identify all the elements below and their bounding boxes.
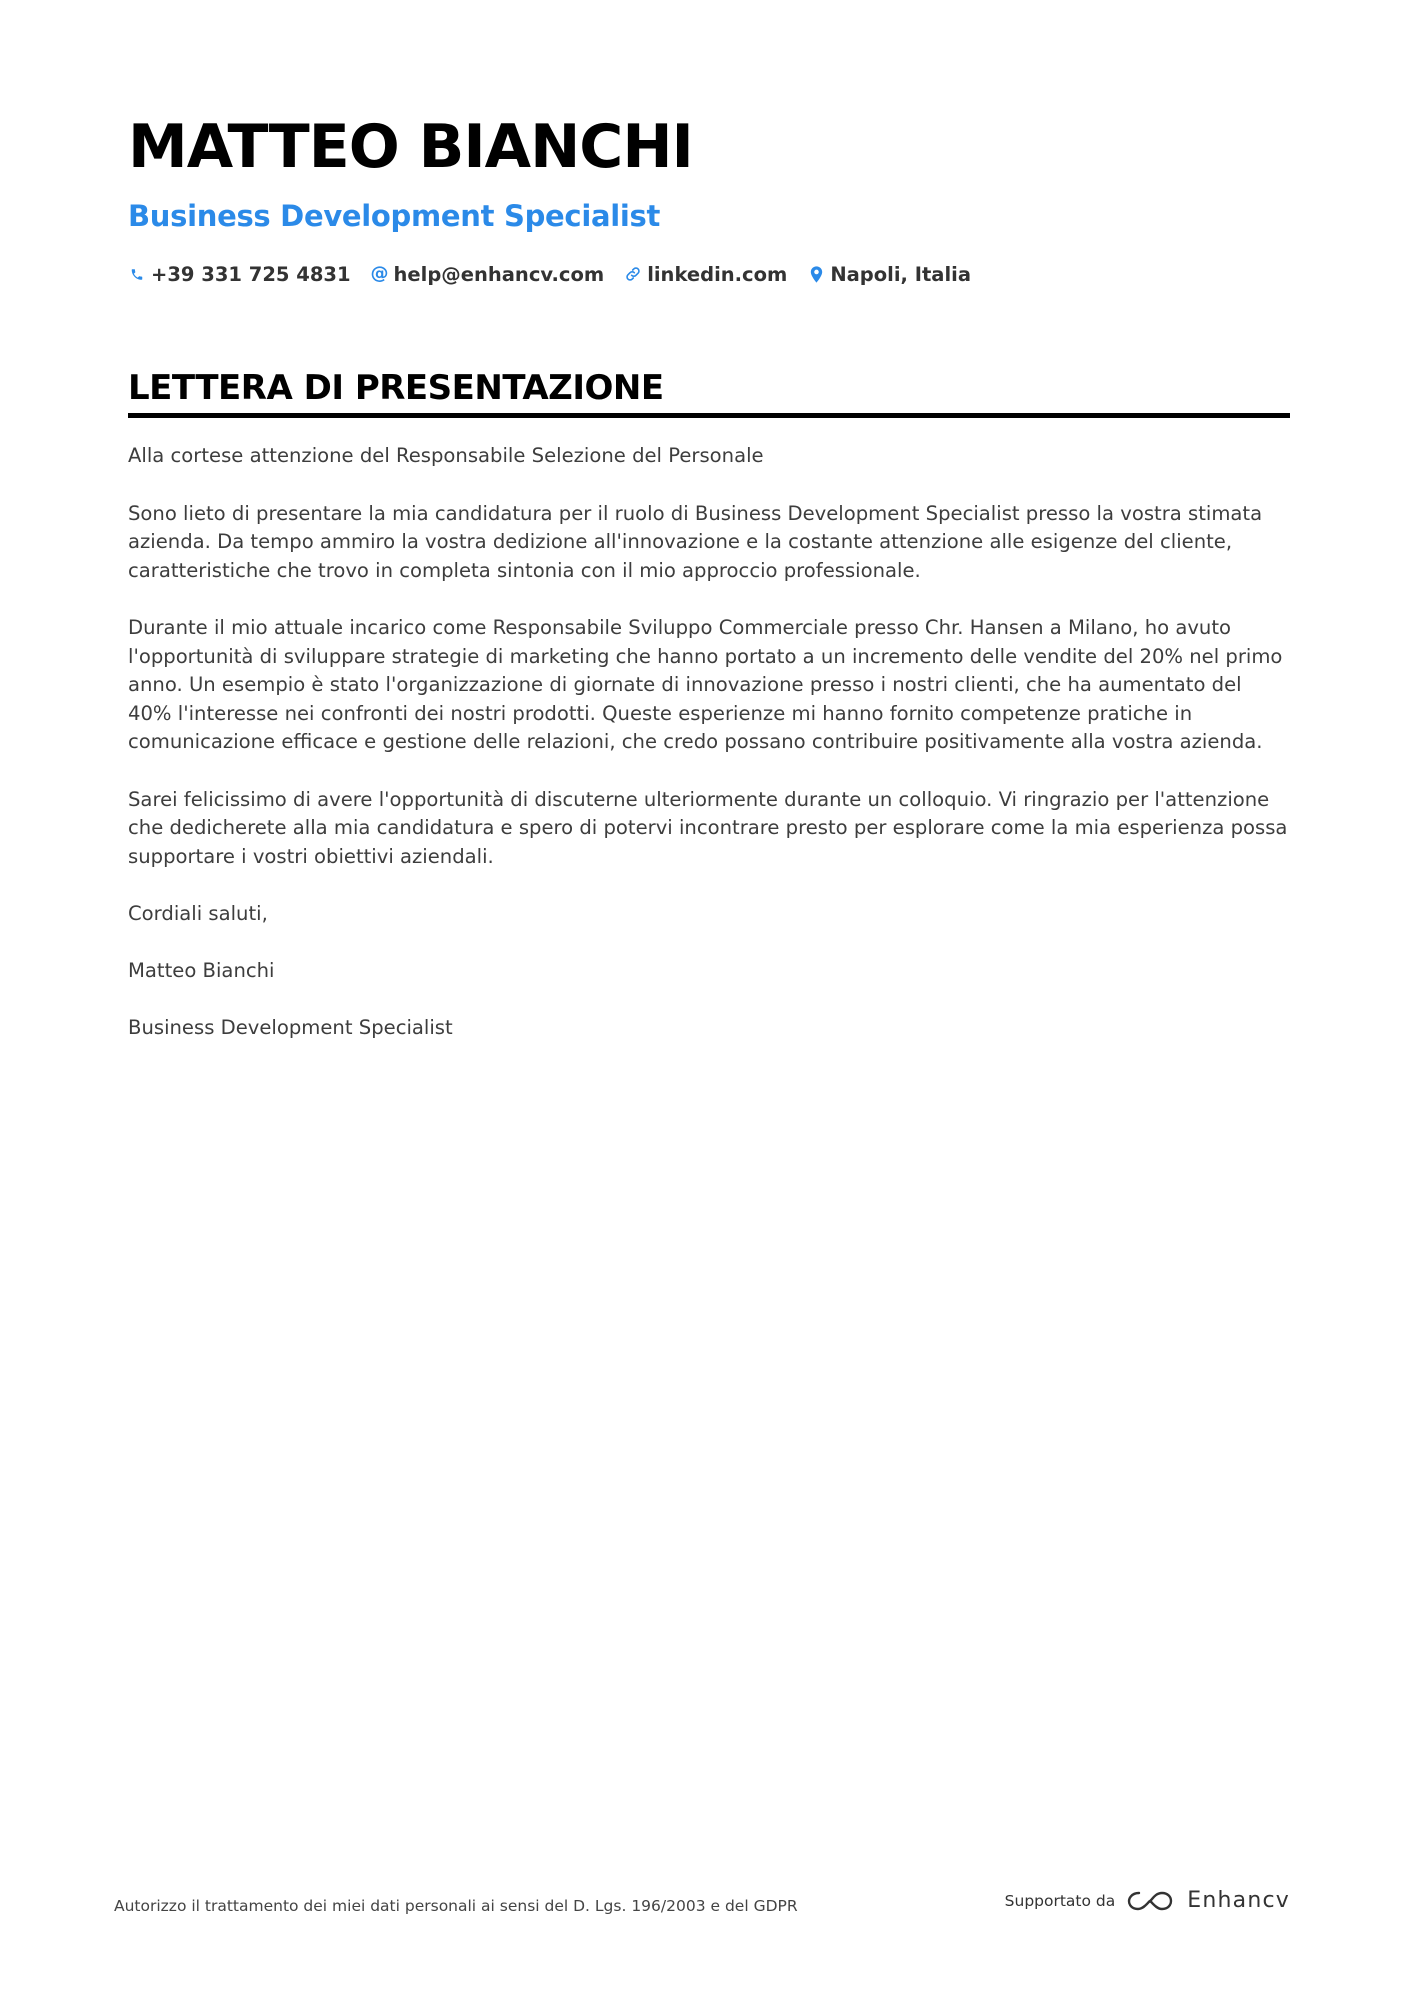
letter-closing: Cordiali saluti, <box>128 901 268 925</box>
section-divider <box>128 413 1290 418</box>
candidate-role: Business Development Specialist <box>128 199 661 233</box>
contact-email-text: help@enhancv.com <box>393 262 605 286</box>
contact-linkedin-text: linkedin.com <box>647 262 788 286</box>
contact-bar <box>128 258 1288 290</box>
contact-phone[interactable] <box>128 263 351 286</box>
letter-paragraph: Sono lieto di presentare la mia candidatura per il ruolo di Business Development Specialist presso la vostra stimata azienda. Da tempo ammiro la vostra dedizione all'innovazione e la costante attenzione alle esigenze del cliente, caratteristiche che trovo in completa sintonia con il mio approccio professionale. <box>128 501 1263 582</box>
enhancv-logo-icon <box>1127 1889 1173 1913</box>
cover-letter-section <box>128 366 1290 1071</box>
contact-phone-text: +39 331 725 4831 <box>151 262 351 286</box>
phone-icon <box>128 264 146 284</box>
signature-name: Matteo Bianchi <box>128 959 275 983</box>
letter-body <box>128 442 1290 1043</box>
powered-by[interactable] <box>1005 1888 1290 1913</box>
powered-by-label: Supportato da <box>1004 1891 1116 1910</box>
contact-email[interactable] <box>371 263 605 286</box>
signature-role: Business Development Specialist <box>128 1016 453 1040</box>
candidate-name: MATTEO BIANCHI <box>128 112 693 182</box>
contact-linkedin[interactable] <box>624 263 787 286</box>
header <box>128 108 1288 290</box>
privacy-consent-note: Autorizzo il trattamento dei miei dati personali ai sensi del D. Lgs. 196/2003 e del GDPR <box>114 1897 798 1915</box>
contact-location-text: Napoli, Italia <box>830 262 971 286</box>
letter-salutation: Alla cortese attenzione del Responsabile Selezione del Personale <box>128 444 764 467</box>
letter-paragraph: Durante il mio attuale incarico come Responsabile Sviluppo Commerciale presso Chr. Hansen a Milano, ho avuto l'opportunità di sviluppare strategie di marketing che hanno portato a un incremento delle vendite del 20% nel primo anno. Un esempio è stato l'organizzazione di giornate di innovazione presso i nostri clienti, che ha aumentato del 40% l'interesse nei confronti dei nostri prodotti. Queste esperienze mi hanno fornito competenze pratiche in comunicazione efficace e gestione delle relazioni, che credo possano contribuire positivamente alla vostra azienda. <box>128 615 1283 754</box>
at-icon: @ <box>370 263 389 284</box>
letter-paragraph: Sarei felicissimo di avere l'opportunità di discuterne ulteriormente durante un colloquio. Vi ringrazio per l'attenzione che dedicherete alla mia candidatura e spero di potervi incontrare presto per esplorare come la mia esperienza possa supportare i vostri obiettivi aziendali. <box>128 787 1288 868</box>
enhancv-brand: Enhancv <box>1187 1888 1290 1913</box>
section-title: LETTERA DI PRESENTAZIONE <box>128 368 664 408</box>
contact-location <box>807 263 971 286</box>
link-icon <box>624 264 642 284</box>
location-pin-icon <box>807 264 825 284</box>
